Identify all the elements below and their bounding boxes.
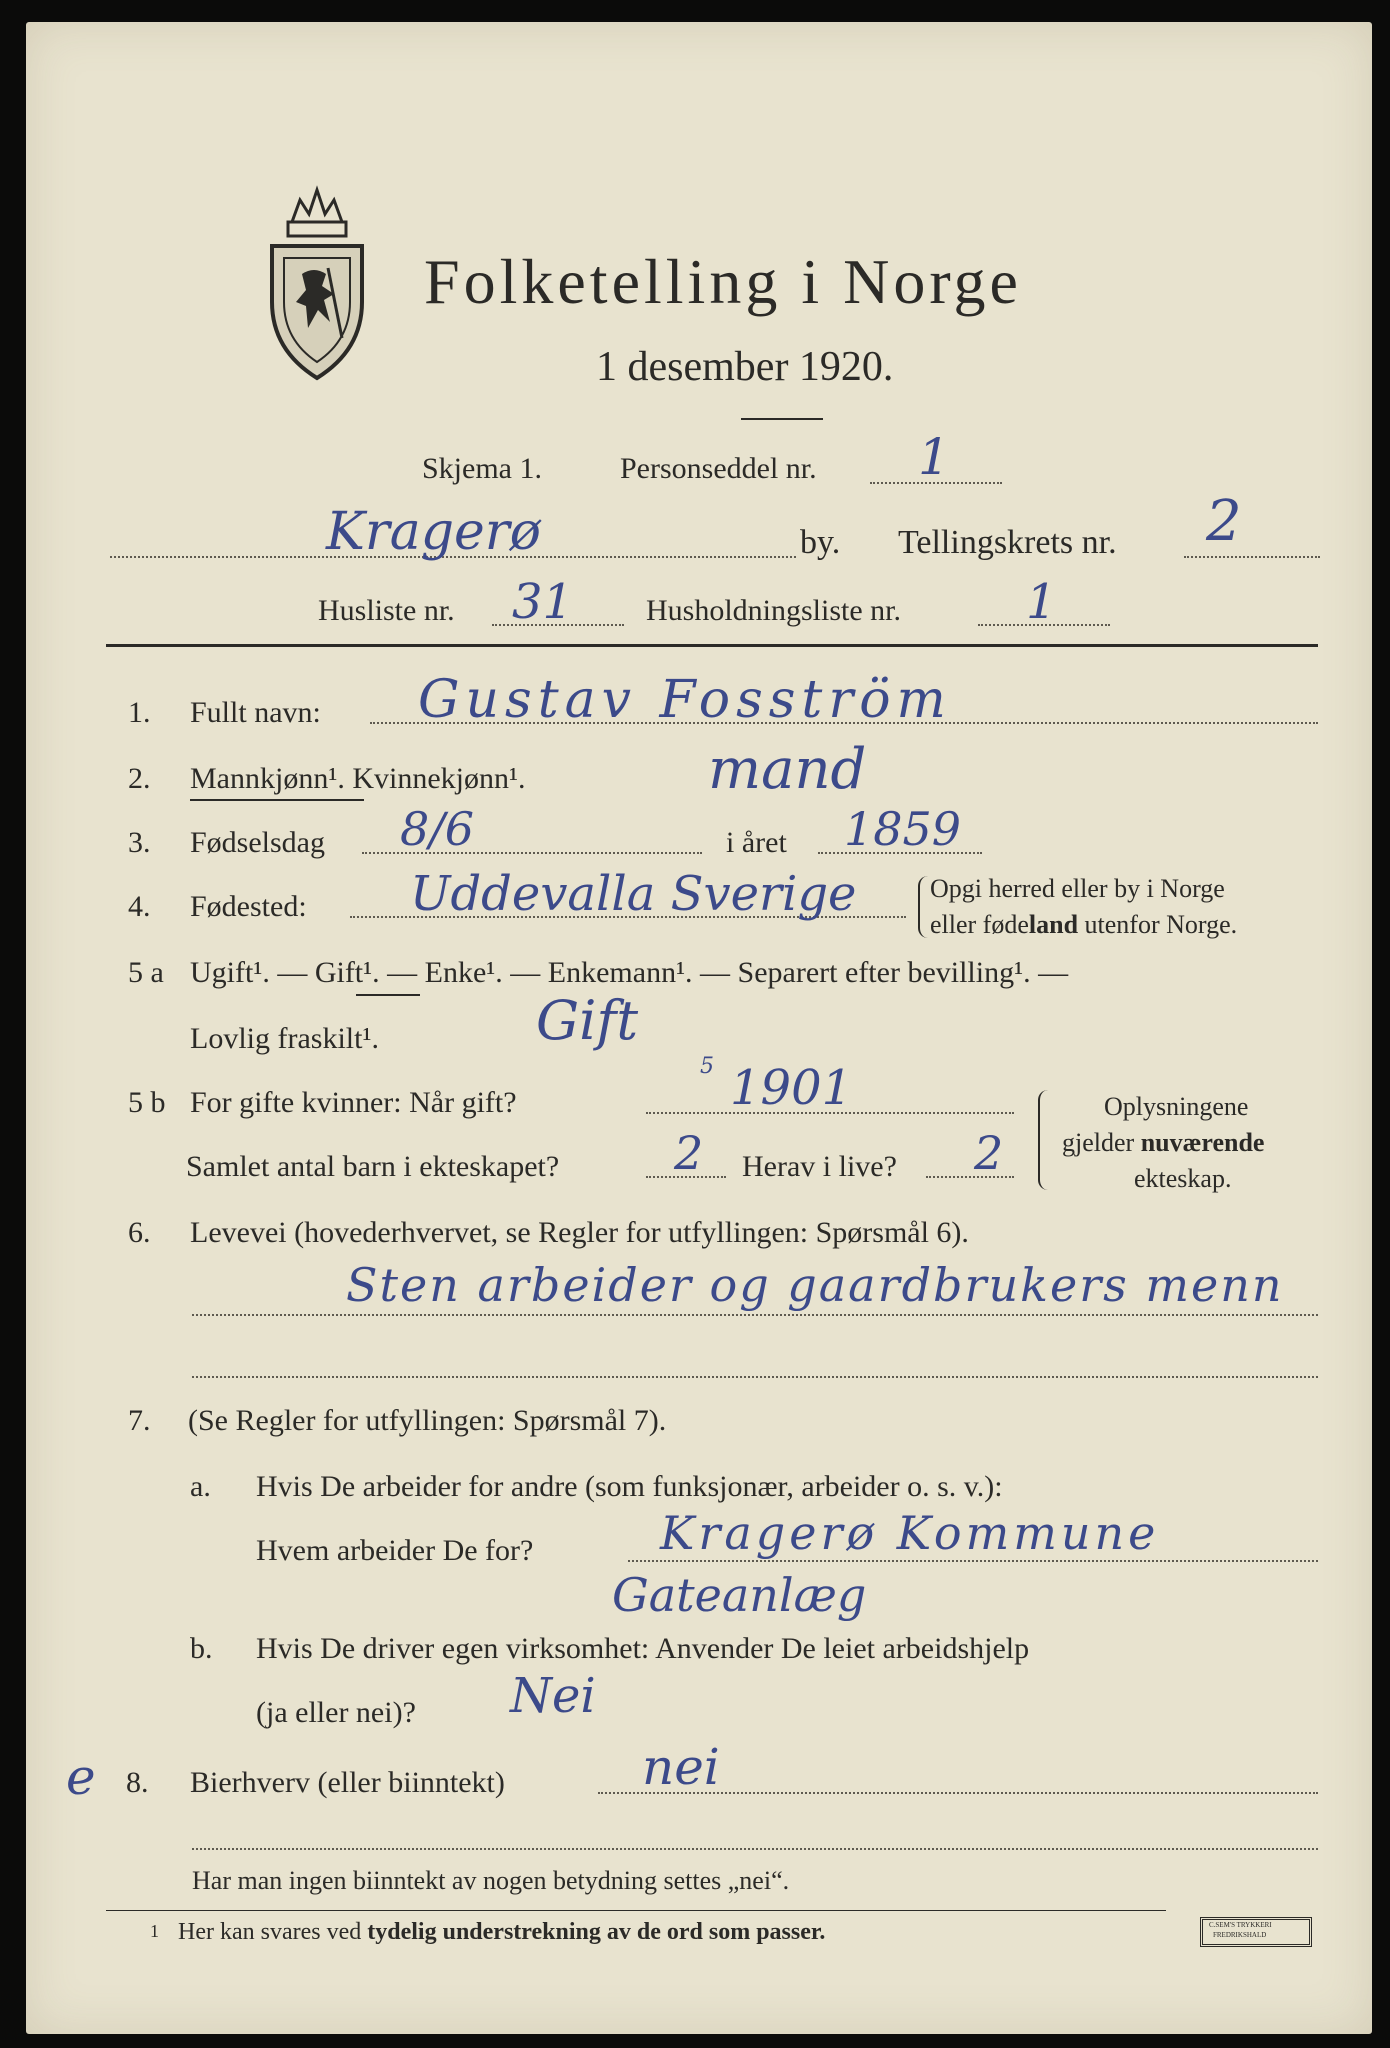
q6-number: 6. [128,1216,151,1249]
personseddel-label: Personseddel nr. [620,452,817,485]
mannkjonn-underline [190,799,364,801]
q5b-note-line2: gjelder nuværende [1062,1128,1265,1157]
q2-sex-value[interactable]: mand [708,737,867,802]
tellingskrets-label: Tellingskrets nr. [898,524,1117,561]
q3-label: Fødselsdag [190,826,325,859]
q4-note-line2: eller fødeland utenfor Norge. [930,910,1238,939]
q7b-hired-help-value[interactable]: Nei [510,1668,596,1724]
q8-line-2 [192,1848,1318,1850]
census-date: 1 desember 1920. [596,344,894,390]
printer-stamp [1200,1917,1312,1947]
q7a-employer-value-2[interactable]: Gateanlæg [612,1568,867,1622]
header-rule [106,644,1318,647]
by-label: by. [800,524,841,561]
tellingskrets-line [1184,556,1320,558]
q6-occupation-value[interactable]: Sten arbeider og gaardbrukers menn [346,1258,1284,1312]
q5b-label: For gifte kvinner: Når gift? [190,1086,517,1119]
q7b-letter: b. [190,1632,213,1665]
husholdning-label: Husholdningsliste nr. [646,594,902,627]
q7a-letter: a. [190,1470,211,1503]
q3-year-label: i året [726,826,787,859]
q5b-brace [1038,1090,1050,1190]
footnote-rule [106,1910,1166,1911]
q3-number: 3. [128,826,151,859]
title-divider [741,418,823,420]
q4-birthplace-value[interactable]: Uddevalla Sverige [410,866,857,922]
husholdning-value[interactable]: 1 [1026,574,1057,630]
q7a-employer-value[interactable]: Kragerø Kommune [660,1506,1160,1560]
q5b-married-value[interactable]: 1901 [730,1060,853,1116]
q1-number: 1. [128,696,151,729]
q1-label: Fullt navn: [190,696,321,729]
printer-town: FREDRIKSHALD [1213,1931,1267,1939]
place-value[interactable]: Kragerø [326,502,541,562]
husliste-value[interactable]: 31 [512,574,574,630]
q5b-note-line1: Oplysningene [1104,1092,1249,1121]
q7a-line2: Hvem arbeider De for? [256,1534,534,1567]
q6-line-2 [192,1376,1318,1378]
q2-label: Mannkjønn¹. Kvinnekjønn¹. [190,762,526,795]
husliste-label: Husliste nr. [318,594,455,627]
q3-birth-year-value[interactable]: 1859 [844,802,962,856]
nei-note: Har man ingen biinntekt av nogen betydning settes „nei“. [192,1866,790,1895]
q8-number: 8. [126,1766,149,1799]
q8-side-income-value[interactable]: nei [642,1738,720,1796]
q5b-note-line3: ekteskap. [1134,1164,1232,1193]
q5b-children-label: Samlet antal barn i ekteskapet? [186,1150,560,1183]
q5b-number: 5 b [128,1086,166,1119]
q7b-line1: Hvis De driver egen virksomhet: Anvender De leiet arbeidshjelp [256,1632,1030,1665]
norwegian-coat-of-arms-icon [262,182,372,382]
footnote-number: 1 [150,1921,159,1941]
q2-number: 2. [128,762,151,795]
q5b-alive-value[interactable]: 2 [974,1126,1004,1180]
q7a-line [628,1560,1318,1562]
schema-label: Skjema 1. [422,452,542,485]
q5b-alive-label: Herav i live? [742,1150,897,1183]
q6-label: Levevei (hovederhvervet, se Regler for utfyllingen: Spørsmål 6). [190,1216,969,1249]
q5a-line2: Lovlig fraskilt¹. [190,1022,379,1055]
q7-label: (Se Regler for utfyllingen: Spørsmål 7). [188,1404,667,1437]
q4-note-line1: Opgi herred eller by i Norge [930,874,1225,903]
q4-label: Fødested: [190,890,307,923]
tellingskrets-value[interactable]: 2 [1206,489,1242,554]
form-title: Folketelling i Norge [424,246,1022,317]
q5b-children-value[interactable]: 2 [674,1126,704,1180]
q4-number: 4. [128,890,151,923]
q7b-line2: (ja eller nei)? [256,1696,416,1729]
footnote-text: Her kan svares ved tydelig understrekning av de ord som passer. [178,1919,826,1945]
personseddel-value[interactable]: 1 [918,428,950,486]
q8-label: Bierhverv (eller biinntekt) [190,1766,505,1799]
q3-birthday-value[interactable]: 8/6 [400,802,475,856]
q6-line-1 [192,1314,1318,1316]
q5a-marital-value[interactable]: Gift [536,989,639,1052]
q5a-number: 5 a [128,956,164,989]
printer-name: C.SEM'S TRYKKERI [1209,1921,1272,1929]
q8-margin-mark: e [66,1748,96,1806]
q4-brace [918,876,928,938]
q1-full-name[interactable]: Gustav Fosström [418,670,952,730]
q5b-married-sup: 5 [700,1054,714,1079]
q7-number: 7. [128,1404,151,1437]
q7a-line1: Hvis De arbeider for andre (som funksjonær, arbeider o. s. v.): [256,1470,1003,1503]
q5a-status-options: Ugift¹. — Gift¹. — Enke¹. — Enkemann¹. — Separert efter bevilling¹. — [190,956,1069,989]
gift-underline [356,994,420,996]
